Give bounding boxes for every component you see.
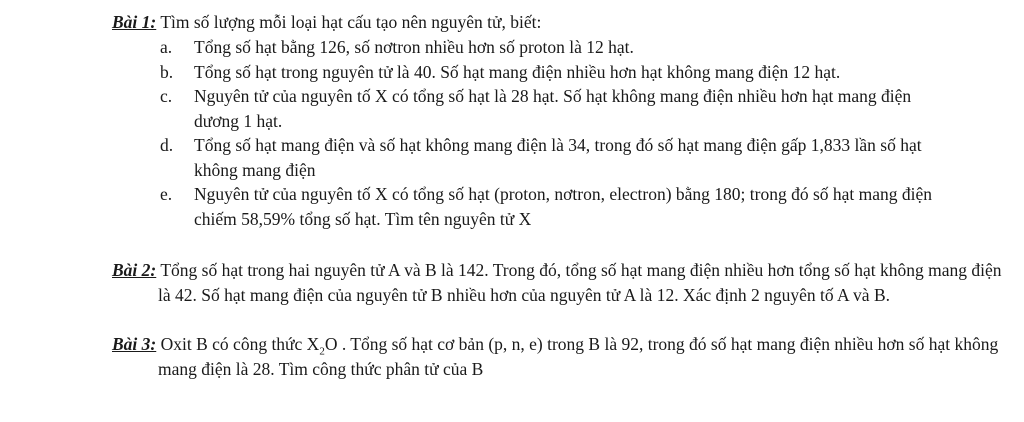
item-letter: a. bbox=[160, 37, 173, 57]
item-text: Tổng số hạt mang điện và số hạt không mang điện là 34, trong đó số hạt mang điện gấp 1,833 lần số hạt không mang điện bbox=[194, 135, 922, 180]
item-letter: b. bbox=[160, 61, 174, 82]
item-text: Tổng số hạt bằng 126, số nơtron nhiều hơn số proton là 12 hạt. bbox=[194, 37, 634, 57]
problem-2-label: Bài 2: bbox=[112, 260, 157, 280]
list-item bbox=[160, 182, 960, 231]
problem-3 bbox=[112, 332, 1018, 381]
item-text: Nguyên tử của nguyên tố X có tổng số hạt là 28 hạt. Số hạt không mang điện nhiều hơn hạt mang điện dương 1 hạt. bbox=[194, 86, 912, 131]
item-letter: c. bbox=[160, 86, 173, 106]
list-item bbox=[160, 84, 960, 133]
problem-3-text-after: O . Tổng số hạt cơ bản (p, n, e) trong B là 92, trong đó số hạt mang điện nhiều hơn số hạt không mang điện là 28. Tìm công thức phân tử của B bbox=[158, 334, 999, 379]
problem-1-text: Tìm số lượng mỗi loại hạt cấu tạo nên nguyên tử, biết: bbox=[160, 12, 542, 32]
problem-3-text-before: Oxit B có công thức X bbox=[160, 334, 320, 354]
formula-subscript: 2 bbox=[319, 345, 325, 358]
item-letter: e. bbox=[160, 184, 173, 204]
problem-1-label: Bài 1: bbox=[112, 12, 157, 32]
list-item bbox=[160, 133, 960, 182]
item-text: Nguyên tử của nguyên tố X có tổng số hạt (proton, nơtron, electron) bằng 180; trong đó số hạt mang điện chiếm 58,59% tổng số hạt. Tìm tên nguyên tử X bbox=[194, 184, 933, 229]
problem-1-items bbox=[160, 35, 960, 231]
item-letter: d. bbox=[160, 135, 174, 155]
problem-2 bbox=[112, 258, 1018, 307]
problem-1 bbox=[112, 10, 1018, 35]
problem-2-text: Tổng số hạt trong hai nguyên tử A và B là 142. Trong đó, tổng số hạt mang điện nhiều hơn tổng số hạt không mang điện là 42. Số hạt mang điện của nguyên tử B nhiều hơn của nguyên tử A là 12. Xác định 2 nguyên tố A và B. bbox=[158, 260, 1002, 305]
item-text: Tổng số hạt trong nguyên tử là 40. Số hạt mang điện nhiều hơn hạt không mang điện 12 hạt. bbox=[194, 61, 841, 82]
problem-3-label: Bài 3: bbox=[112, 334, 157, 354]
list-item bbox=[160, 35, 960, 60]
list-item bbox=[160, 60, 960, 85]
